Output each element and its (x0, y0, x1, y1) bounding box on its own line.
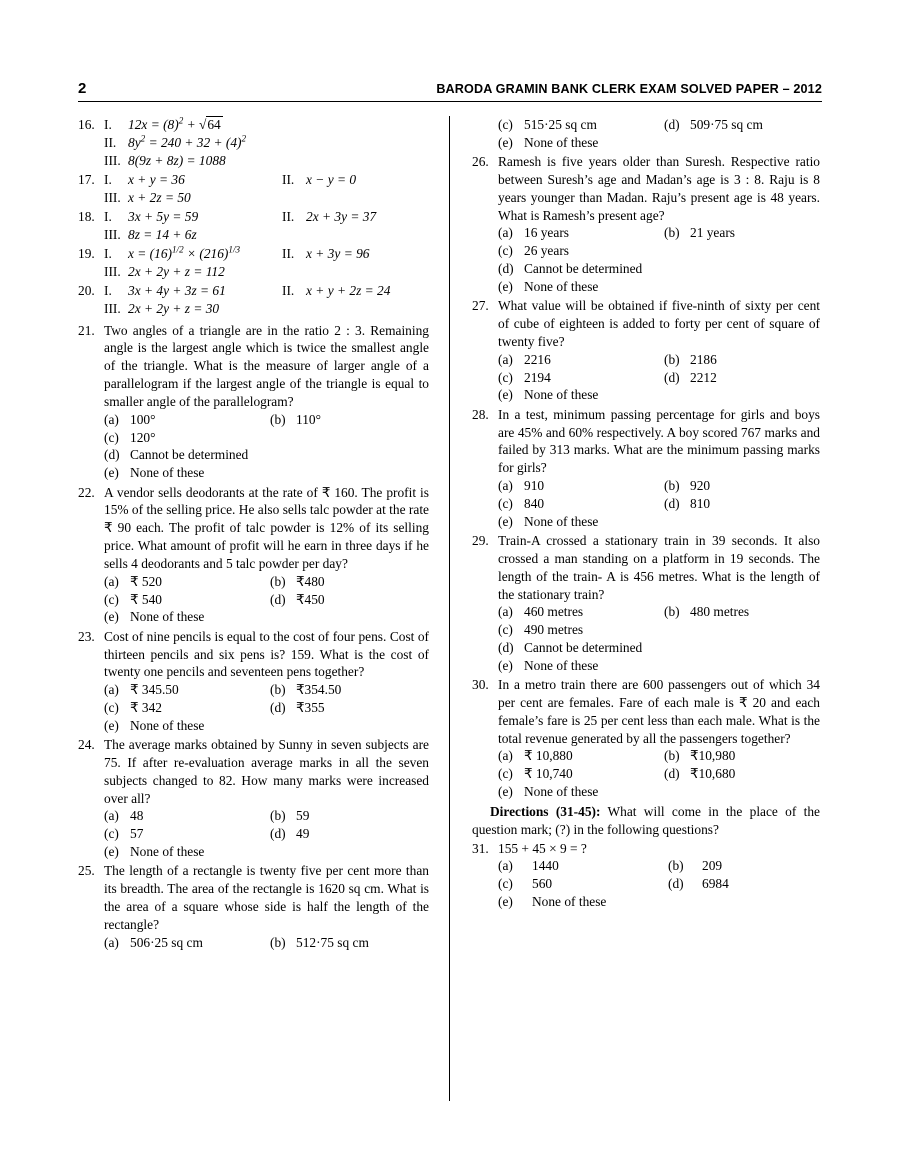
option-d[interactable] (498, 260, 664, 278)
option-label: (d) (664, 766, 680, 782)
option-value: 120° (130, 429, 156, 445)
option-value: 560 (532, 876, 553, 892)
option-label: (d) (270, 591, 286, 607)
option-d[interactable] (104, 446, 270, 464)
option-e[interactable] (498, 893, 668, 911)
option-value: 810 (690, 495, 711, 511)
option-label: (c) (498, 117, 513, 132)
question-25-continued (472, 116, 820, 152)
option-e[interactable] (104, 843, 270, 861)
statement-equation: 2x + 2y + z = 112 (128, 264, 225, 280)
option-value: None of these (130, 609, 205, 625)
option-b[interactable] (668, 857, 722, 875)
option-value: ₹480 (296, 573, 325, 589)
option-c[interactable] (498, 621, 664, 639)
question-number: 30. (472, 677, 489, 693)
option-b[interactable] (270, 807, 309, 825)
question-22 (78, 484, 429, 627)
statement-equation: x − y = 0 (306, 171, 357, 187)
statement-label: II. (282, 209, 295, 225)
option-value: ₹450 (296, 591, 325, 607)
option-d[interactable] (664, 369, 717, 387)
option-label: (c) (498, 766, 513, 782)
left-column (78, 116, 449, 1101)
option-d[interactable] (270, 591, 325, 609)
option-d[interactable] (664, 116, 763, 134)
option-label: (e) (498, 134, 513, 150)
option-label: (a) (498, 225, 513, 241)
statement-label: I. (104, 283, 112, 299)
option-label: (c) (498, 495, 513, 511)
question-number: 27. (472, 298, 489, 314)
option-label: (a) (498, 748, 513, 764)
option-b[interactable] (664, 224, 735, 242)
option-b[interactable] (270, 411, 321, 429)
option-label: (a) (498, 604, 513, 620)
right-column (449, 116, 820, 1101)
option-label: (d) (668, 876, 684, 892)
statement-label: III. (104, 264, 121, 280)
options-list (498, 747, 820, 800)
directions-label: Directions (31-45): (490, 803, 601, 819)
option-value: None of these (524, 784, 599, 800)
options-list (104, 411, 429, 482)
option-label: (d) (270, 700, 286, 715)
question-number: 17. (78, 171, 95, 187)
question-text: The average marks obtained by Sunny in seven subjects are 75. If after re-evaluation average marks in all the seven subjects changed to 82. How many marks were increased over all? (104, 737, 429, 806)
options-list (498, 116, 820, 152)
options-list (104, 807, 429, 860)
statement-equation: 8(9z + 8z) = 1088 (128, 152, 226, 168)
question-text: Two angles of a triangle are in the ratio 2 : 3. Remaining angle is the largest angle which is twice the smallest angle of the triangle. What is the measure of larger angle of a parallelogram if the largest angle of the triangle is equal to smaller angle of the parallelogram? (104, 322, 429, 409)
statement-equation: 2x + 2y + z = 30 (128, 301, 220, 317)
option-e[interactable] (498, 278, 664, 296)
option-value: ₹ 540 (130, 591, 162, 607)
option-c[interactable] (104, 699, 270, 717)
option-c[interactable] (498, 765, 664, 783)
option-value: None of these (130, 465, 205, 481)
option-label: (e) (498, 278, 513, 294)
option-value: ₹10,680 (690, 766, 736, 782)
option-value: 100° (130, 411, 156, 427)
option-c[interactable] (498, 369, 664, 387)
option-label: (b) (270, 934, 286, 950)
question-number: 20. (78, 283, 95, 299)
options-list (104, 573, 429, 626)
option-label: (b) (270, 411, 286, 427)
option-a[interactable] (498, 857, 668, 875)
option-label: (e) (498, 513, 513, 529)
option-label: (b) (270, 808, 286, 824)
statement-label: I. (104, 246, 112, 262)
option-value: 2194 (524, 369, 551, 385)
statement-label: I. (104, 171, 112, 187)
option-value: 509·75 sq cm (690, 117, 763, 132)
option-label: (b) (270, 573, 286, 589)
option-c[interactable] (498, 875, 668, 893)
option-value: 506·25 sq cm (130, 934, 203, 950)
question-17 (78, 171, 429, 207)
page-number: 2 (78, 80, 87, 97)
option-d[interactable] (664, 765, 735, 783)
option-label: (e) (498, 894, 513, 910)
option-e[interactable] (104, 464, 270, 482)
option-label: (b) (664, 748, 680, 764)
statement-equation: $12x = (8)^2 + √64$ (128, 115, 221, 132)
option-a[interactable] (498, 477, 664, 495)
option-value: ₹ 520 (130, 573, 162, 589)
option-value: ₹10,980 (690, 748, 736, 764)
statement-equation: 8z = 14 + 6z (128, 226, 197, 242)
question-30 (472, 676, 820, 801)
statement-equation: x + y + 2z = 24 (306, 283, 391, 299)
statement-label: II. (282, 246, 295, 262)
option-a[interactable] (104, 681, 270, 699)
question-number: 25. (78, 863, 95, 879)
question-31 (472, 840, 820, 911)
statement-equation: x + 3y = 96 (306, 246, 370, 262)
option-label: (d) (664, 369, 680, 385)
option-b[interactable] (664, 747, 735, 765)
statement-label: II. (104, 134, 117, 150)
option-label: (e) (498, 784, 513, 800)
option-b[interactable] (270, 934, 369, 952)
question-18 (78, 208, 429, 244)
option-e[interactable] (498, 513, 664, 531)
option-value: None of these (532, 894, 607, 910)
question-number: 21. (78, 322, 95, 338)
option-value: ₹ 342 (130, 700, 162, 715)
option-value: 48 (130, 808, 144, 824)
option-label: (d) (270, 826, 286, 842)
statement-label: III. (104, 152, 121, 168)
option-label: (a) (498, 478, 513, 494)
option-value: 49 (296, 826, 310, 842)
option-a[interactable] (104, 934, 270, 952)
question-24 (78, 736, 429, 861)
question-number: 26. (472, 154, 489, 170)
option-label: (e) (498, 657, 513, 673)
option-c[interactable] (104, 591, 270, 609)
statement-equation: 3x + 4y + 3z = 61 (128, 283, 226, 299)
option-b[interactable] (270, 681, 341, 699)
option-label: (e) (104, 844, 119, 860)
option-value: 209 (702, 858, 723, 874)
options-list (104, 681, 429, 734)
question-number: 16. (78, 117, 95, 132)
question-number: 18. (78, 209, 95, 225)
page-header (78, 80, 822, 102)
option-d[interactable] (668, 875, 729, 893)
option-label: (d) (498, 640, 514, 656)
option-e[interactable] (498, 783, 664, 801)
option-value: 490 metres (524, 622, 584, 638)
option-a[interactable] (498, 224, 664, 242)
option-label: (d) (104, 447, 120, 463)
option-value: 2216 (524, 351, 551, 367)
spacer (472, 116, 498, 152)
option-c[interactable] (104, 825, 270, 843)
option-label: (b) (270, 682, 286, 698)
page-title: BARODA GRAMIN BANK CLERK EXAM SOLVED PAPER – 2012 (436, 82, 822, 96)
option-label: (e) (104, 465, 119, 481)
option-value: 6984 (702, 876, 729, 892)
question-text: Cost of nine pencils is equal to the cost of four pens. Cost of thirteen pencils and six pens is? 159. What is the cost of twenty one pencils and seventeen pens together? (104, 628, 429, 680)
option-label: (a) (498, 351, 513, 367)
option-b[interactable] (664, 477, 710, 495)
option-label: (c) (498, 369, 513, 385)
option-e[interactable] (104, 717, 270, 735)
question-25 (78, 862, 429, 951)
option-label: (a) (498, 858, 513, 874)
option-label: (a) (104, 682, 119, 698)
option-value: None of these (524, 657, 599, 673)
question-text: The length of a rectangle is twenty five per cent more than its breadth. The area of the rectangle is 1620 sq cm. What is the area of a square whose side is half the length of the rectangle? (104, 863, 429, 932)
option-c[interactable] (498, 116, 664, 134)
option-e[interactable] (104, 608, 270, 626)
option-label: (b) (664, 225, 680, 241)
option-label: (c) (104, 591, 119, 607)
option-label: (e) (104, 717, 119, 733)
option-value: Cannot be determined (130, 447, 249, 463)
statement-equation: x + 2z = 50 (128, 189, 191, 205)
option-a[interactable] (498, 603, 664, 621)
option-value: None of these (524, 278, 599, 294)
option-label: (c) (498, 243, 513, 259)
option-value: None of these (524, 134, 599, 150)
question-text: Ramesh is five years older than Suresh. Respective ratio between Suresh’s age and Madan’s age is 3 : 8. Raju is 8 years younger than Madan. Raju’s present age is 48 years. What is Ramesh’s present age? (498, 154, 820, 223)
options-list (498, 477, 820, 530)
option-value: 2212 (690, 369, 717, 385)
option-label: (d) (664, 117, 680, 132)
option-value: 16 years (524, 225, 569, 241)
question-16 (78, 116, 429, 169)
option-value: 910 (524, 478, 545, 494)
options-list (498, 603, 820, 674)
option-value: 59 (296, 808, 310, 824)
statement-equation: 3x + 5y = 59 (128, 209, 199, 225)
statement-equation: 2x + 3y = 37 (306, 209, 377, 225)
option-value: 1440 (532, 858, 559, 874)
directions-block (472, 803, 820, 839)
option-value: 57 (130, 826, 144, 842)
option-value: 920 (690, 478, 711, 494)
option-label: (c) (498, 622, 513, 638)
option-value: 840 (524, 495, 545, 511)
option-e[interactable] (498, 657, 664, 675)
options-list (498, 857, 820, 910)
question-text: A vendor sells deodorants at the rate of ₹ 160. The profit is 15% of the selling price. He also sells talc powder at the rate ₹ 90 each. The profit of talc powder is 12% of its selling price. What amount of profit will he earn in three days if he sells 4 deodorants and 5 talc powder per day? (104, 484, 429, 571)
question-19 (78, 245, 429, 281)
question-text: In a test, minimum passing percentage for girls and boys are 45% and 60% respectively. A boy scored 767 marks and failed by 313 marks. What are the minimum passing marks for girls? (498, 406, 820, 476)
option-value: None of these (524, 513, 599, 529)
option-label: (b) (664, 478, 680, 494)
option-value: 2186 (690, 351, 717, 367)
statement-label: I. (104, 117, 112, 132)
option-value: 460 metres (524, 604, 584, 620)
option-label: (c) (104, 429, 119, 445)
option-value: ₹355 (296, 700, 325, 715)
option-a[interactable] (104, 411, 270, 429)
option-value: Cannot be determined (524, 640, 643, 656)
statement-equation: x + y = 36 (128, 171, 185, 187)
options-list (498, 351, 820, 404)
question-number: 24. (78, 737, 95, 753)
option-label: (b) (668, 858, 684, 874)
option-value: None of these (524, 387, 599, 403)
options-list (104, 934, 429, 952)
question-23 (78, 628, 429, 735)
option-value: 515·25 sq cm (524, 117, 597, 132)
statement-equation: $x = (16)^{1/2} \times (216)^{1/3}$ (128, 244, 241, 262)
option-label: (d) (498, 261, 514, 277)
option-a[interactable] (498, 747, 664, 765)
question-number: 28. (472, 406, 489, 422)
option-c[interactable] (498, 242, 664, 260)
option-value: None of these (130, 717, 205, 733)
option-label: (a) (104, 573, 119, 589)
statement-label: III. (104, 226, 121, 242)
option-label: (e) (104, 609, 119, 625)
statement-label: II. (282, 171, 295, 187)
option-e[interactable] (498, 386, 664, 404)
statement-label: II. (282, 283, 295, 299)
option-value: 512·75 sq cm (296, 934, 369, 950)
option-a[interactable] (498, 351, 664, 369)
option-value: 26 years (524, 243, 569, 259)
question-number: 31. (472, 840, 489, 856)
option-label: (d) (664, 495, 680, 511)
question-number: 29. (472, 533, 489, 549)
option-value: 110° (296, 411, 321, 427)
option-b[interactable] (270, 573, 325, 591)
question-text: 155 + 45 × 9 = ? (498, 840, 587, 856)
option-label: (b) (664, 604, 680, 620)
option-label: (c) (498, 876, 513, 892)
option-a[interactable] (104, 573, 270, 591)
question-text: Train-A crossed a stationary train in 39 seconds. It also crossed a man standing on a platform in 19 seconds. The length of the train- A is 456 metres. What is the length of the stationary train? (498, 533, 820, 602)
option-value: 21 years (690, 225, 735, 241)
question-number: 22. (78, 484, 95, 500)
option-d[interactable] (664, 495, 710, 513)
option-label: (e) (498, 387, 513, 403)
question-21 (78, 322, 429, 482)
option-value: Cannot be determined (524, 261, 643, 277)
question-text: In a metro train there are 600 passengers out of which 34 per cent are females. Fare of each male is ₹ 20 and each female’s fare is 25 per cent less than each male. What is the total revenue generated by all the passengers together? (498, 677, 820, 746)
option-label: (b) (664, 351, 680, 367)
option-d[interactable] (498, 639, 664, 657)
option-c[interactable] (104, 429, 270, 447)
statement-label: III. (104, 189, 121, 205)
question-27 (472, 297, 820, 404)
question-20 (78, 282, 429, 318)
directions-text: What will come in the place of the question mark; (?) in the following questions? (472, 803, 820, 837)
option-value: None of these (130, 844, 205, 860)
option-label: (a) (104, 808, 119, 824)
option-b[interactable] (664, 603, 749, 621)
statement-equation: $8y^2 = 240 + 32 + (4)^2$ (128, 133, 247, 150)
question-29 (472, 532, 820, 675)
option-e[interactable] (498, 134, 664, 152)
option-value: ₹354.50 (296, 682, 342, 698)
option-value: ₹ 10,740 (524, 766, 573, 782)
option-label: (c) (104, 700, 119, 715)
option-label: (a) (104, 411, 119, 427)
option-value: ₹ 345.50 (130, 682, 179, 698)
option-label: (c) (104, 826, 119, 842)
question-28 (472, 406, 820, 531)
option-a[interactable] (104, 807, 270, 825)
option-label: (a) (104, 934, 119, 950)
option-c[interactable] (498, 495, 664, 513)
option-value: 480 metres (690, 604, 750, 620)
option-d[interactable] (270, 699, 325, 717)
two-column-body (78, 116, 822, 1101)
options-list (498, 224, 820, 295)
question-text: What value will be obtained if five-ninth of sixty per cent of cube of eighteen is added to forty per cent of square of twenty five? (498, 298, 820, 349)
question-number: 23. (78, 628, 95, 644)
statement-label: III. (104, 301, 121, 317)
question-26 (472, 153, 820, 296)
statement-label: I. (104, 209, 112, 225)
question-number: 19. (78, 246, 95, 262)
option-b[interactable] (664, 351, 717, 369)
option-value: ₹ 10,880 (524, 748, 573, 764)
option-d[interactable] (270, 825, 309, 843)
